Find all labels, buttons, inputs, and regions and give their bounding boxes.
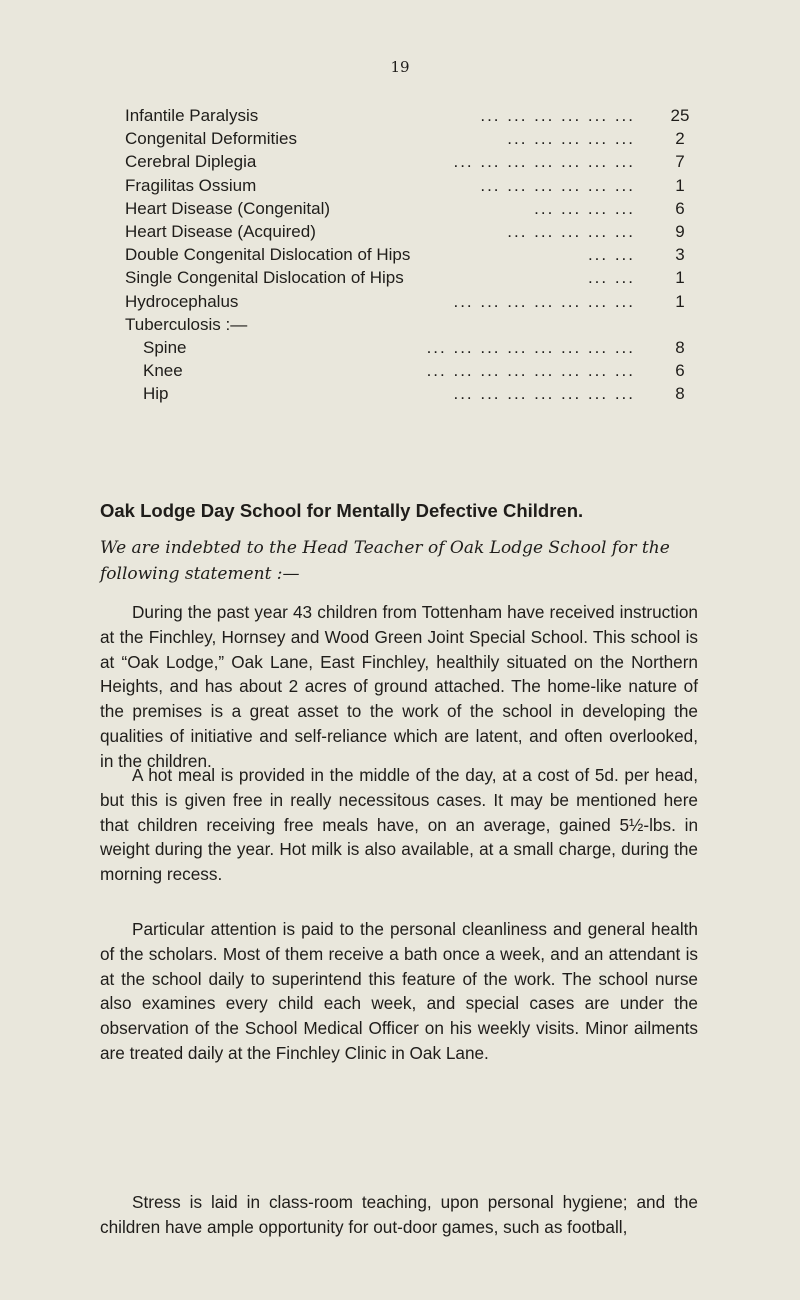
list-item [125,336,695,359]
list-item-value: 9 [675,221,685,241]
leader-dots: ... ... ... ... ... ... [480,175,635,195]
list-item-value: 8 [675,337,685,357]
list-item-value: 1 [675,291,685,311]
page-number: 19 [390,58,410,76]
list-item-label: Double Congenital Dislocation of Hips [125,245,411,265]
paragraph: Particular attention is paid to the personal cleanliness and general health of the scholars. Most of them receive a bath once a week, and an attendant is at the school daily to superintend this feature of the work. The school nurse also examines every child each week, and special cases are under the observation of the School Medical Officer on his weekly visits. Minor ailments are treated daily at the Finchley Clinic in Oak Lane. [100,919,698,1063]
leader-dots: ... ... [587,245,635,265]
list-item [125,243,695,266]
list-item [125,197,695,220]
list-item-label: Heart Disease (Congenital) [125,198,331,218]
list-item-value: 25 [670,106,690,125]
leader-dots: ... ... ... ... [534,198,635,218]
list-item [125,382,695,405]
leader-dots: ... ... [587,268,635,288]
list-item-label: Knee [143,361,183,381]
list-item-label: Cerebral Diplegia [125,152,257,172]
group-label: Tuberculosis :— [125,314,248,334]
list-item-label: Hydrocephalus [125,291,239,311]
list-item [125,220,695,243]
list-item-label: Single Congenital Dislocation of Hips [125,268,404,288]
list-item-value: 1 [675,268,685,288]
list-item-value: 8 [675,384,685,404]
section-heading: Oak Lodge Day School for Mentally Defective Children. [100,500,584,521]
leader-dots: ... ... ... ... ... ... ... ... [426,337,635,357]
list-item-label: Heart Disease (Acquired) [125,221,316,241]
intro-statement: We are indebted to the Head Teacher of Oak Lodge School for the following statement :— [100,538,670,584]
list-item [125,359,695,382]
list-item-value: 6 [675,198,685,218]
leader-dots: ... ... ... ... ... ... [480,106,635,125]
ailment-list [125,104,695,405]
list-group-heading [125,313,695,336]
list-item-label: Spine [143,337,187,357]
list-item-value: 7 [675,152,685,172]
list-item [125,127,695,150]
leader-dots: ... ... ... ... ... [507,221,635,241]
list-item-label: Infantile Paralysis [125,106,259,125]
list-item-label: Fragilitas Ossium [125,175,257,195]
paragraph: Stress is laid in class-room teaching, upon personal hygiene; and the children have ample opportunity for out-door games, such as football, [100,1192,698,1237]
list-item [125,174,695,197]
list-item-value: 2 [675,129,685,149]
list-item-value: 3 [675,245,685,265]
list-item-label: Hip [143,384,169,404]
list-item-value: 1 [675,175,685,195]
leader-dots: ... ... ... ... ... ... ... [453,152,635,172]
list-item [125,104,695,127]
list-item [125,290,695,313]
leader-dots: ... ... ... ... ... ... ... [453,384,635,404]
paragraph: A hot meal is provided in the middle of the day, at a cost of 5d. per head, but this is given free in really necessitous cases. It may be mentioned here that children receiving free meals have, on an average, gained 5½-lbs. in weight during the year. Hot milk is also available, at a small charge, during the morning recess. [100,765,698,885]
list-item-label: Congenital Deformities [125,129,297,149]
list-item [125,266,695,289]
leader-dots: ... ... ... ... ... ... ... [453,291,635,311]
list-item [125,150,695,173]
leader-dots: ... ... ... ... ... [507,129,635,149]
list-item-value: 6 [675,361,685,381]
paragraph: During the past year 43 children from Tottenham have received instruction at the Finchley, Hornsey and Wood Green Joint Special School. This school is at “Oak Lodge,” Oak Lane, East Finchley, healthily situated on the Northern Heights, and has about 2 acres of ground attached. The home-like nature of the premises is a great asset to the work of the school in developing the qualities of initiative and self-reliance which are latent, and often overlooked, in the children. [100,602,698,771]
leader-dots: ... ... ... ... ... ... ... ... [426,361,635,381]
